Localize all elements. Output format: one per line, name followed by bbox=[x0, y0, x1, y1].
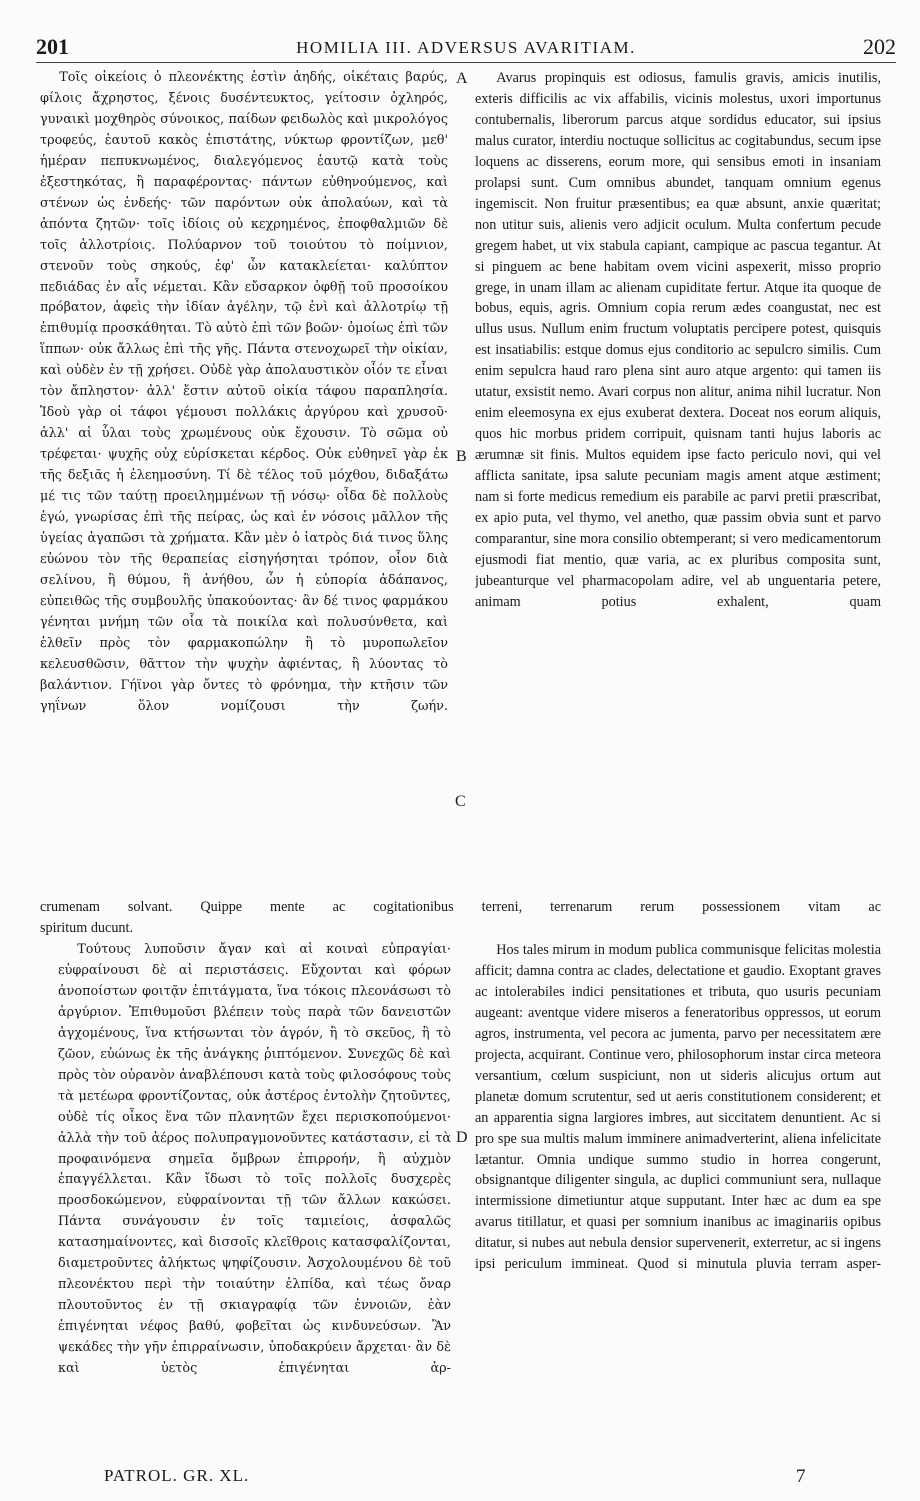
greek-paragraph-1: Τοῖς οἰκείοις ὁ πλεονέκτης ἐστὶν ἀηδής, οἰκέταις βαρύς, φίλοις ἄχρηστος, ξένοις δυσέντευκτος, γείτοσιν ὀχληρός, γυναικὶ μοχθηρὸς σύνοικος, παίδων φειδωλὸς καὶ μικρολόγος τροφεύς, ἑαυτοῦ κακὸς ἐπιστάτης, νύκτωρ φροντίζων, μεθ' ἡμέραν πεπυκνωμένος, διαλεγόμενος ἑαυτῷ κατὰ τοὺς ἐξεστηκότας, ἢ παραφέροντας· πάντων εὐθηνούμενος, καὶ στένων ὡς ἐνδεής· τῶν παρόντων οὐκ ἀπολαύων, καὶ τὰ ἀπόντα ζητῶν· τοῖς ἰδίοις οὐ κεχρημένος, ἐποφθαλμιῶν δὲ τοῖς ἀλλοτρίοις. Πολύαρνον τοῦ τοιούτου τὸ ποίμνιον, στενοῦν τοὺς σηκούς, ἐφ' ὧν κατακλείεται· καλύπτον πεδιάδας ἐν αἷς νέμεται. Κἂν εὔσαρκον ὀφθῇ τοῦ προσοίκου πρόβατον, ἀφεὶς τὴν ἰδίαν ἀγέλην, τῷ ἐνὶ καὶ ἀλλοτρίῳ τῇ ἐπιθυμίᾳ προσκάθηται. Τὸ αὐτὸ ἐπὶ τῶν βοῶν· ὁμοίως ἐπὶ τῶν ἵππων· οὐκ ἄλλως ἐπὶ τῆς γῆς. Πάντα στενοχωρεῖ τὴν οἰκίαν, καὶ οὐδὲν ἐν τῇ χρήσει. Οὐδὲ γὰρ ἀπολαυστικὸν οἷόν τε εἶναι τὸν ἄπληστον· ἀλλ' ἔστιν αὐτοῦ οἰκία τάφου παραπλησία. Ἰδοὺ γὰρ οἱ τάφοι γέμουσι πολλάκις ἀργύρου καὶ χρυσοῦ· ἀλλ' αἱ ὗλαι τοὺς χρωμένους οὐκ ἔχουσιν. Τὸ σῶμα οὐ τρέφεται· ψυχῆς οὐχ εὑρίσκεται κέρδος. Οὐκ εὐθηνεῖ γὰρ ἐκ τῆς δεξιᾶς ἡ ἐλεημοσύνη. Τί δὲ τέλος τοῦ μόχθου, διδαξάτω μέ τις τῶν ταύτῃ προειλημμένων τῇ νόσῳ· οἶδα δὲ πολλοὺς ἐγώ, γνωρίσας ἐπὶ τῆς πείρας, ὡς καὶ ἐν νόσοις μᾶλλον τῆς ὑγείας ἀγαπῶσι τὰ χρήματα. Κἂν μὲν ὁ ἰατρὸς διά τινος ὕλης εὐώνου τὸν τῆς θεραπείας εἰσηγήσηται τρόπον, οἷον διὰ σελίνου, ἢ θύμου, ἢ ἀνήθου, ὧν ἡ εὐπορία ἀδάπανος, εὐπειθῶς τῆς συμβουλῆς ὑπακούοντας· ἂν δέ τινος φαρμάκου γένηται μνήμη τῶν οἷα τὰ ποικίλα καὶ πολυσύνθετα, καὶ ἐλθεῖν πρὸς τὸν φαρμακοπώλην ἢ τὸ μυροπωλεῖον κελευσθῶσιν, θᾶττον τὴν ψυχὴν ἀφιέντας, ἢ λύοντας τὸ βαλάντιον. Γήϊνοι γὰρ ὄντες τὸ φρόνημα, τὴν κτῆσιν τῶν γηΐνων ὅλον νομίζουσι τὴν ζωήν. bbox=[40, 70, 448, 714]
latin-column-upper bbox=[475, 68, 881, 926]
margin-letter-a: A bbox=[456, 70, 468, 87]
greek-column-lower bbox=[58, 940, 451, 1462]
margin-letter-d: D bbox=[456, 1129, 468, 1146]
header-rule bbox=[36, 62, 896, 63]
margin-letter-b: B bbox=[456, 448, 467, 465]
greek-paragraph-2: Τούτους λυποῦσιν ἄγαν καὶ αἱ κοιναὶ εὐπραγίαι· εὐφραίνουσι δὲ αἱ περιστάσεις. Εὔχονται καὶ φόρων ἀνοποίστων φοιτᾷν ἐπιτάγματα, ἵνα τόκοις πλεονάσωσι τὸ ἀργύριον. Ἐπιθυμοῦσι βλέπειν τοὺς παρὰ τῶν δανειστῶν ἀγχομένους, ἵνα κτήσωνται τὸν ἀγρόν, ἢ τὸ σκεῦος, ἢ τὸ ζῶον, εὐώνως ἐκ τῆς ἀνάγκης ῥιπτόμενον. Συνεχῶς δὲ καὶ πρὸς τὸν οὐρανὸν ἀναβλέπουσι κατὰ τοὺς φιλοσόφους τοὺς τὰ μετέωρα φροντίζοντας, οὐκ ἀστέρος ἐντολὴν ζητοῦντες, οὐδὲ τίς οἶκος ἕνα τῶν πλανητῶν ἔχει περισκοπούμενοι· ἀλλὰ τὴν τοῦ ἀέρος πολυπραγμονοῦντες κατάστασιν, εἰ τὰ προφαινόμενα σημεῖα ὄμβρων ἐπιρροήν, ἢ αὐχμὸν ἐπαγγέλλεται. Κἂν ἴδωσι τὸ τοῖς πολλοῖς δυσχερὲς προσδοκώμενον, εὐφραίνονται τῇ τῶν ἄλλων κακώσει. Πάντα συνάγουσιν ἐν τοῖς ταμιείοις, ἀσφαλῶς κατασημαίνοντες, καὶ δισσοῖς κλεῖθροις κατασφαλίζονται, διαμετροῦντες ἀλήκτως ψηφίζουσιν. Ἀσχολουμένου δὲ τοῦ πλεονέκτου περὶ τὴν τοιαύτην ἐλπίδα, καὶ τέως ὄναρ πλουτοῦντος ἐν τῇ σκιαγραφίᾳ τῶν ἐννοιῶν, ἐὰν ἐπιγένηται νέφος βαθύ, φοβεῖται ὡς κινδυνεύσων. Ἂν ψεκάδες τὴν γῆν ἐπιρραίνωσιν, ὑποδακρύειν ἄρχεται· ἂν δὲ καὶ ὑετὸς ἐπιγένηται ἀρ- bbox=[58, 942, 451, 1377]
running-header bbox=[36, 34, 896, 60]
series-title: PATROL. GR. XL. bbox=[104, 1466, 250, 1485]
page-number-left: 201 bbox=[36, 34, 69, 59]
latin-paragraph-2: Hos tales mirum in modum publica communisque felicitas molestia afficit; damna contra ac clades, delectatione et gaudio. Exoptant graves ac intolerabiles indici pensitationes et tributa, quo usuris pecuniam augeant: aventque videre miseros a feneratoribus oppressos, ut eorum agros, instrumenta, vel pecora ac jumenta, parvo per necessitatem ære projecta, acquirant. Continue vero, philosophorum instar circa meteora versantium, cœlum suspiciunt, non ut sideris alicujus ortum aut planetæ domum scrutentur, sed ut aeris constitutionem considerent; et an apparentia signa largiores imbres, aut siccitatem denuntient. Ac si pro spe sua multis malum imminere animadverterint, aliena infelicitate lætantur. Omnia undique summo studio in horrea congerunt, obsignantque diligenter singula, ac duplici communiunt sera, nullaque intermissione dimetiuntur atque supputant. Inter hæc ac dum ea spe avarus titillatur, et quasi per somnium inanibus ac imaginariis opibus ditatur, si nubes aut nebula densior supervenerit, exterretur, ac si ingens ipsi periculum immineat. Quod si minutula pluvia terram asper- bbox=[475, 942, 881, 1273]
latin-wide-line-1: crumenam solvant. Quippe mente ac cogitationibus terreni, terrenarum rerum possessionem vitam ac bbox=[40, 899, 881, 915]
page-number-right: 202 bbox=[863, 34, 896, 59]
greek-column-upper bbox=[40, 68, 448, 883]
latin-paragraph-1: Avarus propinquis est odiosus, famulis gravis, amicis inutilis, exteris difficilis ac vix affabilis, vicinis molestus, uxori importunus contubernalis, liberorum parcus atque sordidus educator, sui ipsius malus curator, interdiu noctuque sollicitus ac cogitabundus, secum ipse loquens ac disserens, eorum more, qui sensibus emoti in insaniam prolapsi sunt. Cum omnibus abundet, tanquam omnium egenus ingemiscit. Non fruitur præsentibus; ea quæ absunt, anxie quæritat; non utitur suis, alienis vero adjicit oculum. Multa confertum pecude gregem habet, ut vix stabula capiant, campique ac pascua tegantur. At si pinguem ac bene habitam ovem vicini aspexerit, misso proprio grege, in unam illam ac alienam cupiditate fertur. Atque ita quoque de bobus, equis, agris. Omnium copia rerum ædes coangustat, nec est ullus usus. Nullum enim fructum voluptatis percipere potest, quisquis est insatiabilis: estque domus ejus conditorio ac sepulcro similis. Cum enim sepulcra haud raro plena sint auro atque argento: qui tamen iis utatur, exsistit nemo. Avari corpus non alitur, anima nihil lucratur. Non enim eleemosyna ex ejus exuberat dextera. Doceat nos eorum aliquis, quos hic morbus pridem corripuit, quisnam tanti hujus laboris ac ærumnæ sit finis. Multos equidem ipse facto periculo novi, qui vel afflicta sanitate, ipsa salute pecuniam magis ament atque æstiment; nam si forte medicus remedium eis parabile ac parvi pretii præscribat, ex apio puta, vel thymo, vel anetho, quæ passim obvia sunt et parvo comparantur, sine mora consilio obtemperant; si vero medicamentorum ejusmodi fiat mentio, quæ varia, ac ex pluribus composita sunt, jubeanturque vel pharmacopolam adire, vel ab unguentaria petere, animam potius exhalent, quam bbox=[475, 70, 881, 610]
latin-full-width-continuation bbox=[40, 897, 881, 939]
latin-wide-line-2: spiritum ducunt. bbox=[40, 919, 134, 936]
running-title: HOMILIA III. ADVERSUS AVARITIAM. bbox=[296, 38, 636, 57]
margin-letter-c: C bbox=[455, 793, 466, 810]
signature-mark: 7 bbox=[796, 1466, 806, 1487]
latin-column-lower bbox=[475, 940, 881, 1462]
